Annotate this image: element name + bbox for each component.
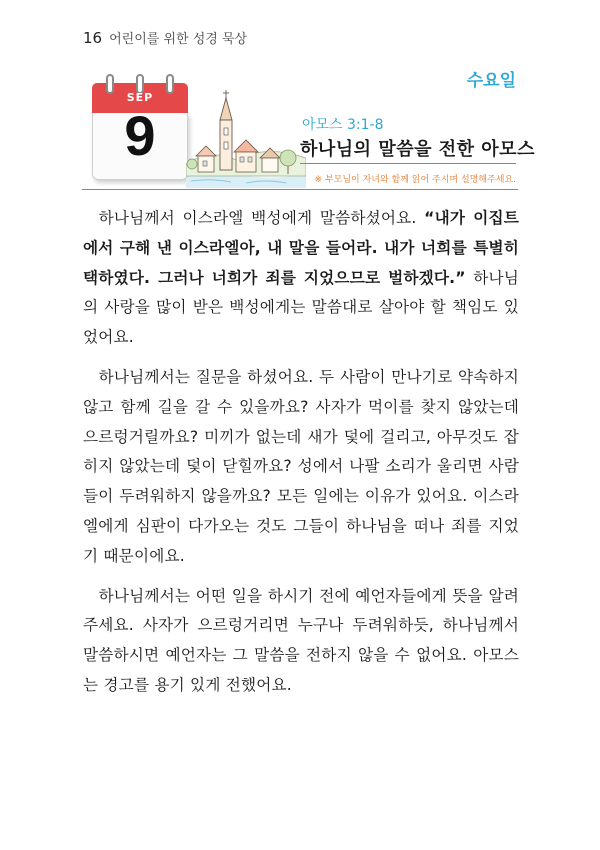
paragraph: [83, 204, 519, 353]
parent-note: ※ 부모님이 자녀와 함께 읽어 주시며 설명해주세요.: [314, 175, 516, 185]
paragraph: 하나님께서는 질문을 하셨어요. 두 사람이 만나기로 약속하지 않고 함께 길을 갈 수 있을까요? 사자가 먹이를 찾지 않았는데 으르렁거릴까요? 미끼가 없는데 새가 덫에 걸리고, 아무것도 잡히지 않았는데 덫이 닫힐까요? 성에서 나팔 소리가 울리면 사람들이 두려워하지 않을까요? 모든 일에는 이유가 있어요. 이스라엘에게 심판이 다가오는 것도 그들이 하나님을 떠나 죄를 지었기 때문이에요.: [83, 367, 519, 565]
passage-reference: 아모스 3:1-8: [302, 117, 384, 133]
paragraph-tail: 하나님의 사랑을 많이 받은 백성에게는 말씀대로 살아야 할 책임도 있었어요.: [83, 268, 519, 347]
running-head: [83, 28, 247, 47]
calendar-month: SEP: [126, 91, 154, 104]
calendar-day: 9: [124, 104, 156, 167]
devotional-body: [83, 204, 519, 711]
book-title: 어린이를 위한 성경 묵상: [109, 32, 248, 47]
paragraph-lead: 하나님께서 이스라엘 백성에게 말씀하셨어요.: [98, 209, 425, 227]
page-title: 하나님의 말씀을 전한 아모스: [300, 139, 535, 160]
day-of-week: 수요일: [466, 71, 516, 91]
title-underline: [300, 163, 516, 164]
page-number: 16: [83, 29, 103, 47]
paragraph: 하나님께서는 어떤 일을 하시기 전에 예언자들에게 뜻을 알려 주세요. 사자가 으르렁거리면 누구나 두려워하듯, 하나님께서 말씀하시면 예언자는 그 말씀을 전하지 않을 수 없어요. 아모스는 경고를 용기 있게 전했어요.: [83, 586, 519, 694]
scripture-quote: “내가 이집트에서 구해 낸 이스라엘아, 내 말을 들어라. 내가 너희를 특별히 택하였다. 그러나 너희가 죄를 지었으므로 벌하겠다.”: [83, 209, 519, 287]
header-divider: [82, 189, 518, 190]
calendar-icon: [92, 74, 188, 180]
town-church-scene-icon: [186, 86, 306, 188]
